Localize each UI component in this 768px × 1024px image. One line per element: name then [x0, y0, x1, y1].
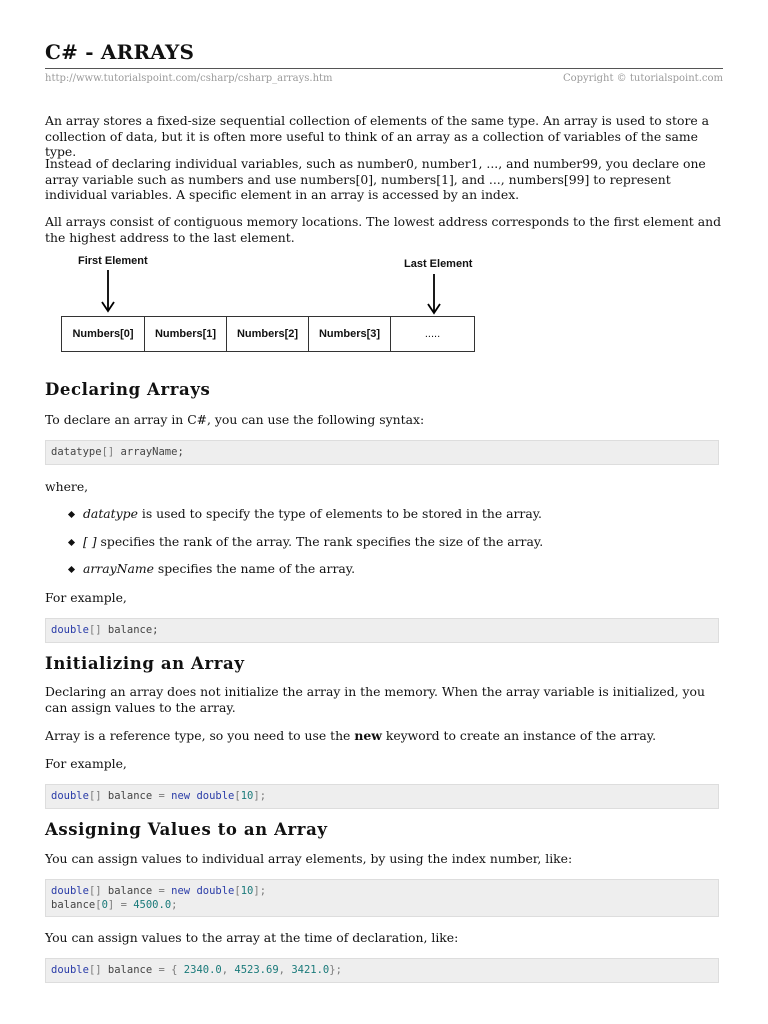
title-divider: [45, 68, 723, 69]
declare-example-code-block: [45, 618, 719, 643]
list-item: [45, 534, 723, 550]
code-bracket: ]: [107, 898, 115, 911]
code-brackets: []: [101, 446, 115, 458]
assigning-paragraph-1: You can assign values to individual array elements, by using the index number, like:: [45, 851, 573, 866]
code-brackets: []: [88, 790, 102, 802]
initializing-paragraph-2: [45, 728, 723, 744]
text-run: keyword to create an instance of the array.: [381, 728, 657, 743]
array-cell: Numbers[2]: [227, 317, 309, 351]
assign-declaration-code-block: [45, 958, 719, 983]
first-element-label: First Element: [78, 255, 148, 267]
initialize-code-block: [45, 784, 719, 809]
for-example-text: For example,: [45, 756, 127, 771]
code-number: 0: [101, 898, 108, 911]
code-comma: ,: [221, 964, 235, 976]
bullet-term: [ ]: [83, 533, 97, 549]
assigning-heading: Assigning Values to an Array: [45, 820, 328, 839]
code-type: double: [190, 885, 235, 897]
array-cells: [61, 316, 475, 352]
bullet-diamond-icon: [68, 538, 75, 545]
code-brackets: []: [88, 885, 102, 897]
bullet-diamond-icon: [68, 566, 75, 573]
intro-paragraph-1: An array stores a fixed-size sequential collection of elements of the same type. An array is used to store a collection of data, but it is often more useful to think of an array as a collection of variables of the same type.: [45, 113, 710, 159]
declaring-arrays-heading: Declaring Arrays: [45, 380, 211, 399]
intro-paragraph-3: All arrays consist of contiguous memory locations. The lowest address corresponds to the first element and the highest address to the last element.: [45, 214, 722, 245]
intro-paragraph-2: Instead of declaring individual variables, such as number0, number1, ..., and number99, you declare one array variable such as numbers and use numbers[0], numbers[1], and ..., numbers[99] to represent individual variables. A specific element in an array is accessed by an index.: [45, 156, 706, 202]
bullet-text: is used to specify the type of elements to be stored in the array.: [137, 506, 542, 521]
code-var: balance: [101, 885, 159, 897]
code-new: new: [164, 885, 191, 897]
code-number: 10: [240, 790, 254, 802]
code-op: =: [158, 964, 165, 976]
where-text: where,: [45, 479, 89, 494]
list-item: [45, 561, 723, 577]
code-brace: {: [164, 964, 184, 976]
first-element-arrow-icon: [99, 270, 117, 314]
code-bracket: [: [234, 885, 241, 897]
code-number: 2340.0: [183, 964, 222, 976]
code-bracket: ];: [253, 790, 267, 802]
code-var: balance: [51, 898, 96, 911]
code-op: =: [158, 885, 165, 897]
code-new: new: [171, 790, 191, 802]
bullet-text: specifies the name of the array.: [153, 561, 356, 576]
code-type: double: [51, 964, 89, 976]
for-example-text: For example,: [45, 590, 127, 605]
bullet-term: datatype: [83, 506, 138, 521]
declaring-intro: To declare an array in C#, you can use the following syntax:: [45, 412, 425, 427]
code-var: balance: [101, 964, 159, 976]
last-element-arrow-icon: [425, 274, 443, 316]
code-rest: balance;: [101, 624, 159, 636]
initializing-paragraph-1: Declaring an array does not initialize the array in the memory. When the array variable is initialized, you can assign values to the array.: [45, 684, 705, 715]
code-number: 3421.0: [291, 964, 330, 976]
copyright-notice: Copyright © tutorialspoint.com: [562, 73, 723, 84]
code-brace: };: [329, 964, 342, 976]
array-cell: Numbers[1]: [145, 317, 227, 351]
syntax-bullet-list: [45, 506, 723, 577]
initializing-heading: Initializing an Array: [45, 654, 245, 673]
code-bracket: [: [95, 898, 102, 911]
code-comma: ,: [278, 964, 292, 976]
bullet-text: specifies the rank of the array. The rank specifies the size of the array.: [96, 533, 544, 549]
code-type: double: [51, 624, 89, 636]
code-type: datatype: [51, 446, 102, 458]
assign-index-code-block: [45, 879, 719, 917]
text-run: Array is a reference type, so you need to use the: [45, 728, 355, 743]
bullet-diamond-icon: [68, 511, 75, 518]
code-op: =: [158, 790, 165, 802]
page-title: C# - ARRAYS: [45, 40, 195, 64]
code-var: balance: [101, 790, 159, 802]
code-type: double: [51, 790, 89, 802]
code-bracket: ];: [253, 885, 267, 897]
syntax-code-block: [45, 440, 719, 465]
code-semicolon: ;: [171, 898, 178, 911]
list-item: [45, 506, 723, 522]
array-cell: Numbers[3]: [309, 317, 391, 351]
new-keyword: new: [354, 728, 382, 743]
assigning-paragraph-2: You can assign values to the array at the time of declaration, like:: [45, 930, 459, 945]
code-brackets: []: [88, 624, 102, 636]
code-number: 10: [240, 885, 254, 897]
code-brackets: []: [88, 964, 102, 976]
code-type: double: [190, 790, 235, 802]
code-op: =: [114, 898, 134, 911]
last-element-label: Last Element: [404, 258, 473, 270]
array-cell: Numbers[0]: [62, 317, 145, 351]
code-type: double: [51, 885, 89, 897]
code-name: arrayName;: [114, 446, 184, 458]
array-cell-ellipsis: .....: [424, 328, 441, 340]
code-bracket: [: [234, 790, 241, 802]
code-number: 4523.69: [234, 964, 279, 976]
array-memory-diagram: [61, 254, 481, 354]
bullet-term: arrayName: [83, 561, 154, 576]
code-number: 4500.0: [133, 898, 172, 911]
source-url[interactable]: http://www.tutorialspoint.com/csharp/csharp_arrays.htm: [45, 73, 333, 84]
